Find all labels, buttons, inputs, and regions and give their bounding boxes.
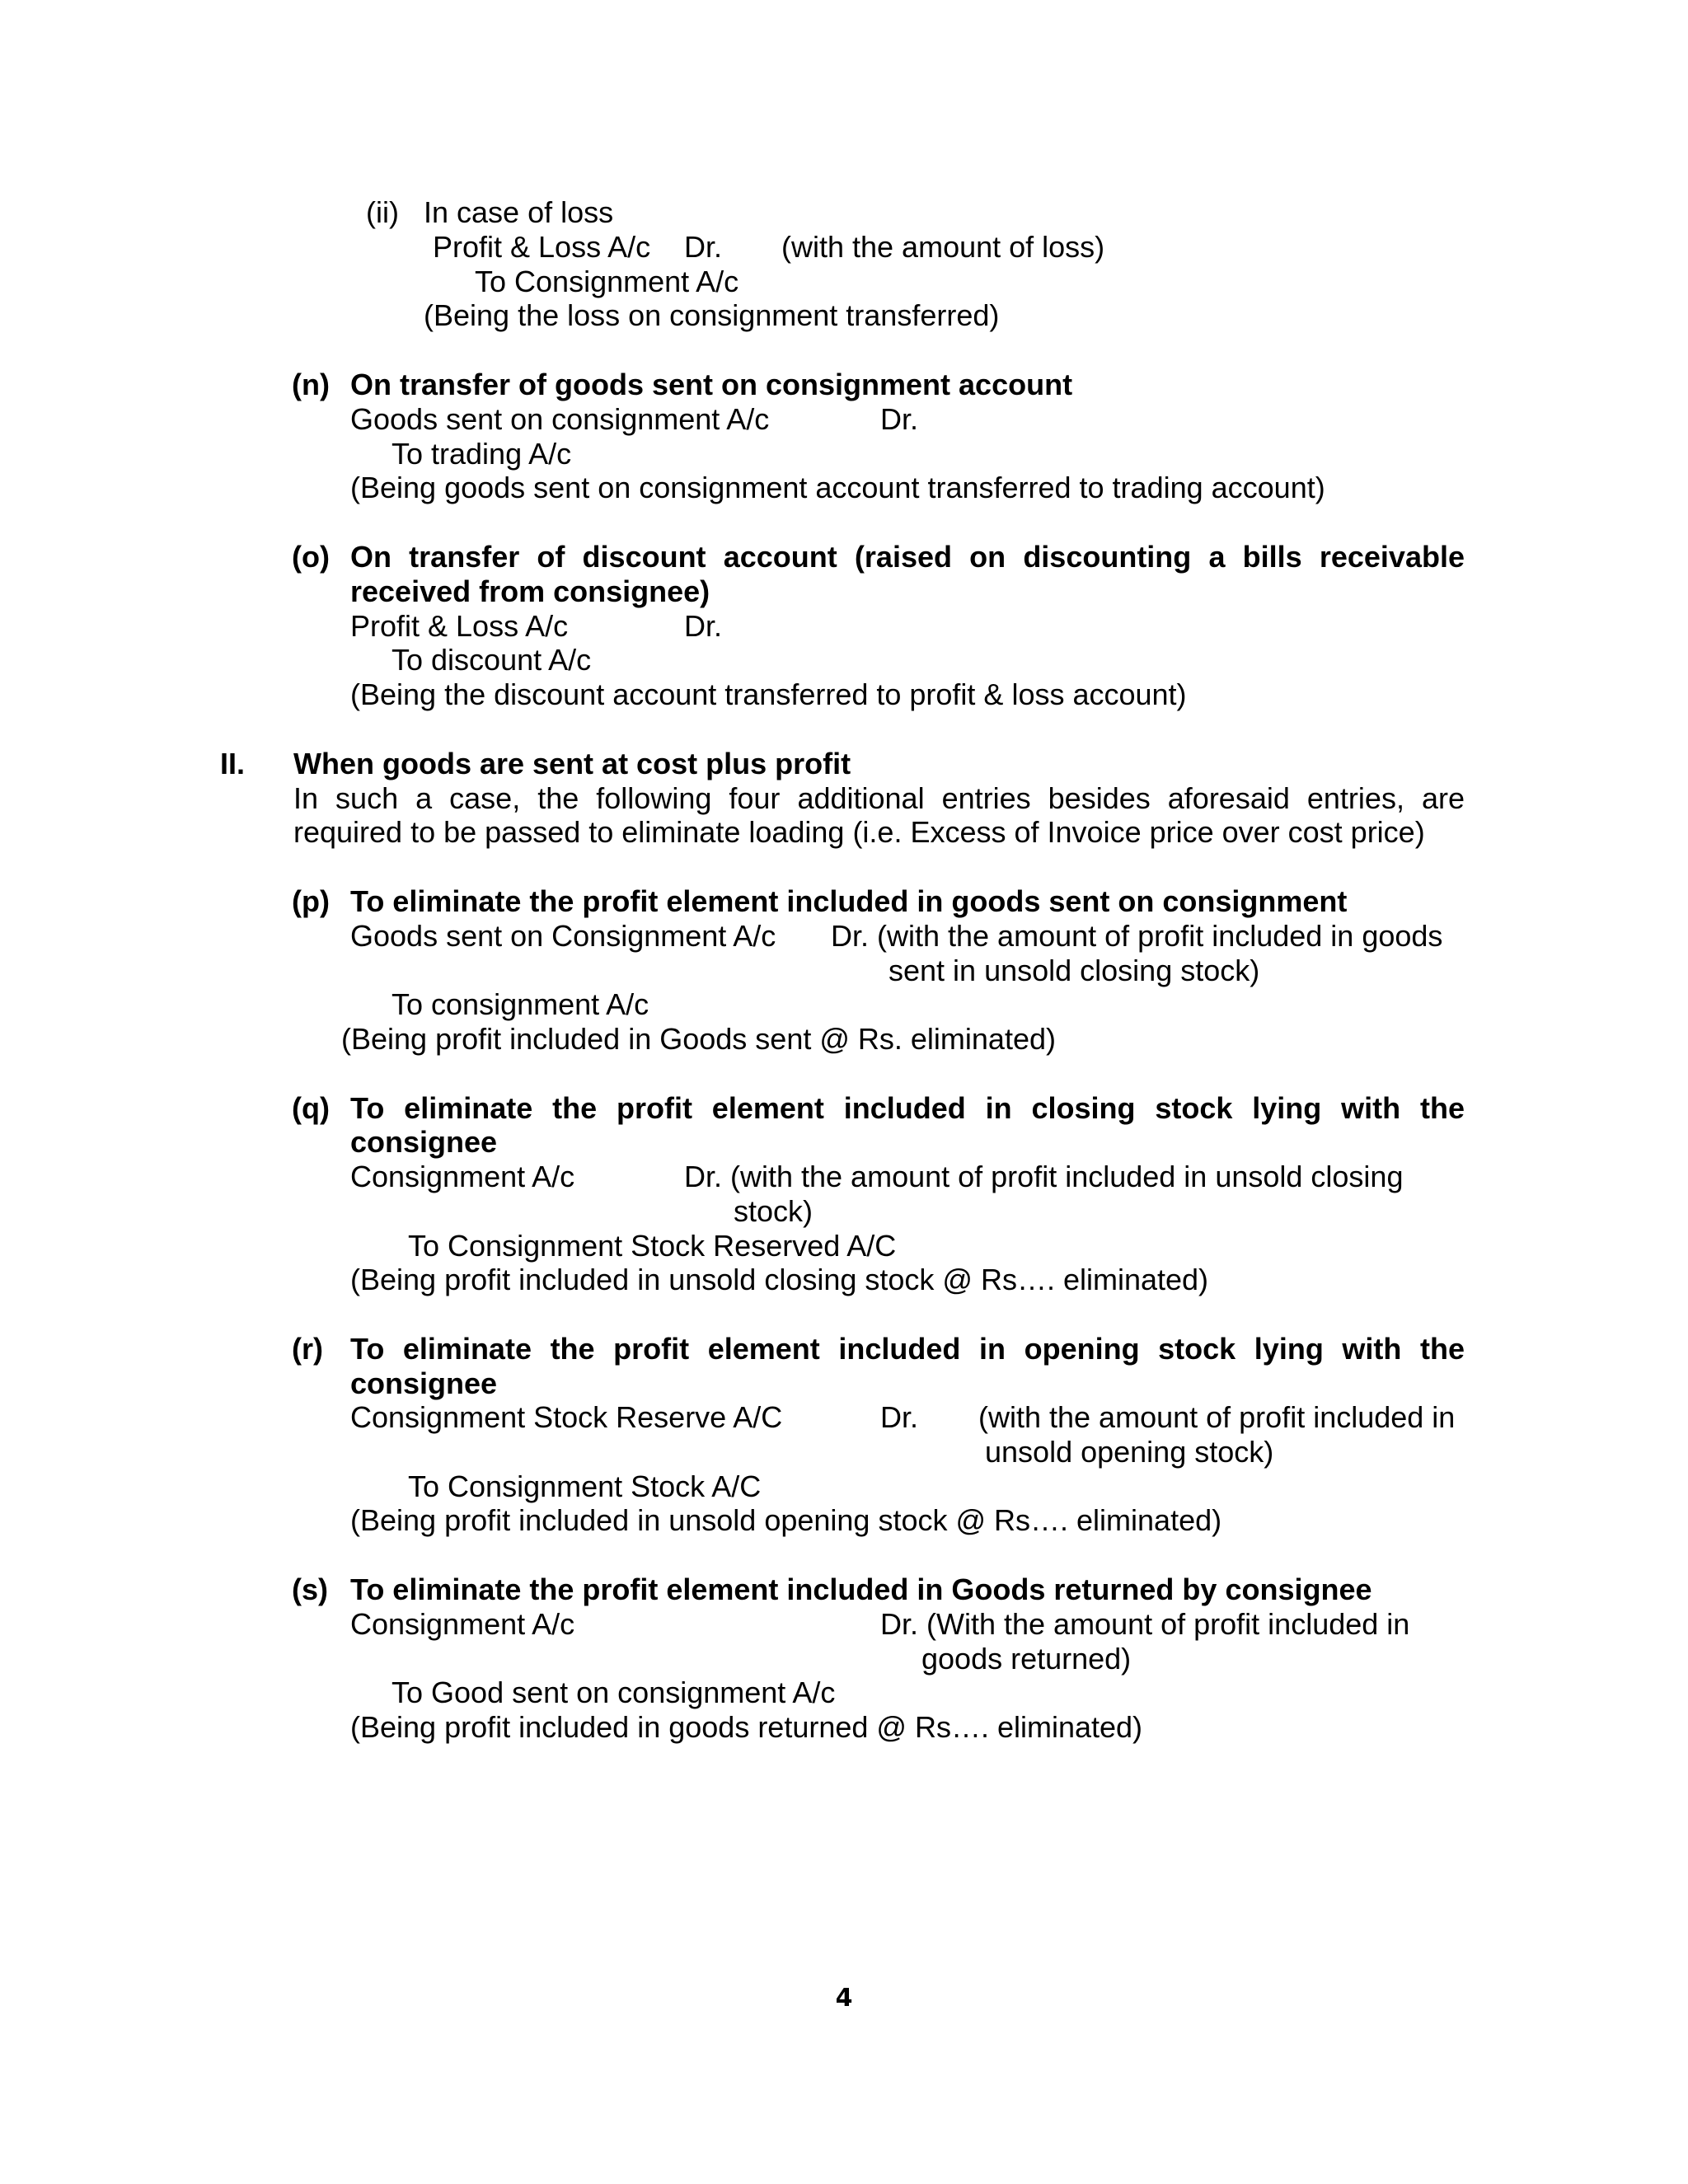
entry-label: (ii) (366, 195, 399, 229)
narration: (Being profit included in unsold opening stock @ Rs…. eliminated) (350, 1503, 1222, 1537)
section-paragraph-line1: In such a case, the following four additional entries besides aforesaid entries, are (293, 781, 1465, 815)
section-heading: When goods are sent at cost plus profit (293, 747, 851, 780)
debit-account: Goods sent on consignment A/c (350, 402, 770, 436)
entry-heading-line1: To eliminate the profit element included in opening stock lying with the (350, 1332, 1465, 1366)
debit-note-line1: Dr. (With the amount of profit included in (880, 1607, 1410, 1641)
credit-account: To consignment A/c (392, 987, 649, 1021)
entry-label: (q) (292, 1091, 330, 1125)
entry-label: (o) (292, 540, 330, 574)
debit-marker: Dr. (684, 230, 723, 264)
narration: (Being profit included in unsold closing stock @ Rs…. eliminated) (350, 1263, 1209, 1296)
credit-account: To Consignment Stock A/C (408, 1469, 762, 1503)
debit-account: Profit & Loss A/c (350, 609, 569, 643)
debit-marker: Dr. (684, 609, 723, 643)
credit-account: To Consignment A/c (475, 265, 739, 298)
entry-heading: To eliminate the profit element included in Goods returned by consignee (350, 1572, 1372, 1606)
debit-account: Consignment A/c (350, 1160, 575, 1193)
narration: (Being profit included in goods returned @ Rs…. eliminated) (350, 1710, 1143, 1744)
credit-account: To Good sent on consignment A/c (392, 1675, 836, 1709)
debit-note-line2: goods returned) (921, 1642, 1132, 1675)
debit-account: Consignment A/c (350, 1607, 575, 1641)
entry-label: (n) (292, 368, 330, 401)
narration: (Being profit included in Goods sent @ Rs. eliminated) (341, 1022, 1056, 1056)
debit-marker: Dr. (880, 402, 919, 436)
debit-marker: Dr. (880, 1400, 919, 1434)
entry-heading: In case of loss (424, 195, 614, 229)
entry-heading: On transfer of goods sent on consignment account (350, 368, 1073, 401)
entry-heading-line2: consignee (350, 1125, 498, 1159)
entry-heading-line2: consignee (350, 1366, 498, 1400)
debit-note-line1: Dr. (with the amount of profit included in goods (831, 919, 1443, 953)
debit-note-line2: stock) (734, 1194, 814, 1228)
credit-account: To trading A/c (392, 437, 572, 471)
section-label: II. (220, 747, 246, 780)
entry-label: (p) (292, 884, 330, 918)
narration: (Being the loss on consignment transferred) (424, 298, 1000, 332)
debit-account: Goods sent on Consignment A/c (350, 919, 776, 953)
debit-account: Consignment Stock Reserve A/C (350, 1400, 783, 1434)
credit-account: To Consignment Stock Reserved A/C (408, 1229, 897, 1263)
debit-note-line1: Dr. (with the amount of profit included in unsold closing (684, 1160, 1404, 1193)
entry-label: (r) (292, 1332, 323, 1366)
debit-account: Profit & Loss A/c (433, 230, 651, 264)
entry-heading-line2: received from consignee) (350, 574, 710, 608)
entry-heading: To eliminate the profit element included in goods sent on consignment (350, 884, 1348, 918)
debit-note: (with the amount of loss) (781, 230, 1105, 264)
entry-label: (s) (292, 1572, 328, 1606)
entry-heading-line1: To eliminate the profit element included in closing stock lying with the (350, 1091, 1465, 1125)
debit-note-line1: (with the amount of profit included in (978, 1400, 1456, 1434)
entry-heading-line1: On transfer of discount account (raised on discounting a bills receivable (350, 540, 1465, 574)
section-paragraph-line2: required to be passed to eliminate loading (i.e. Excess of Invoice price over cost price) (293, 815, 1425, 849)
credit-account: To discount A/c (392, 643, 592, 677)
debit-note-line2: unsold opening stock) (985, 1435, 1274, 1469)
page-number: 4 (835, 1984, 853, 2013)
narration: (Being goods sent on consignment account transferred to trading account) (350, 471, 1325, 504)
narration: (Being the discount account transferred to profit & loss account) (350, 677, 1187, 711)
debit-note-line2: sent in unsold closing stock) (889, 954, 1260, 987)
